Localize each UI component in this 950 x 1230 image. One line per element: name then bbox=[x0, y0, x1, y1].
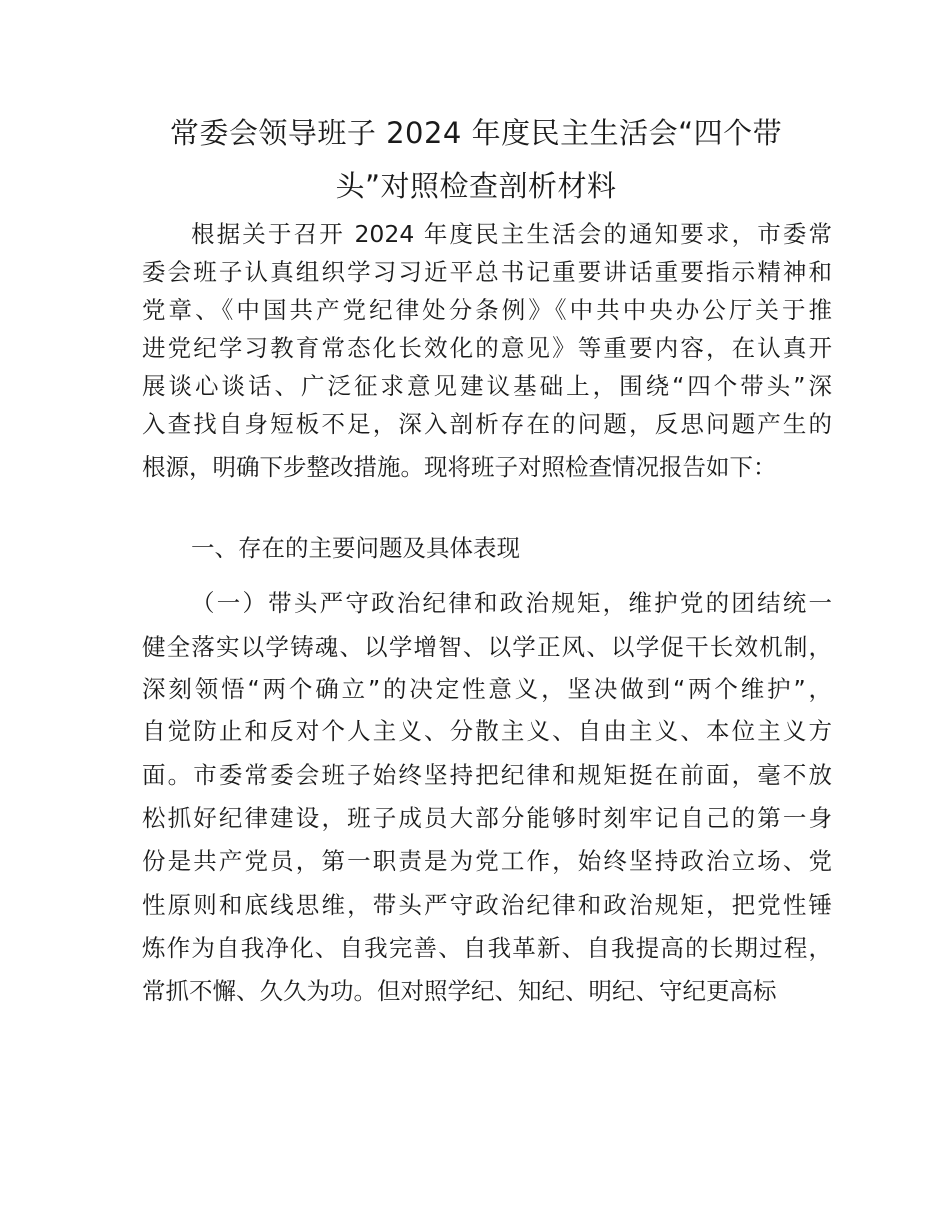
subsection-line-3: 深刻领悟“两个确立”的决定性意义，坚决做到“两个维护”， bbox=[142, 675, 832, 703]
intro-line-4: 进党纪学习教育常态化长效化的意见》等重要内容，在认真开 bbox=[142, 334, 832, 362]
subsection-line-8: 性原则和底线思维，带头严守政治纪律和政治规矩，把党性锤 bbox=[142, 891, 832, 919]
subsection-line-4: 自觉防止和反对个人主义、分散主义、自由主义、本位主义方 bbox=[142, 717, 832, 745]
document-title-line-2: 头”对照检查剖析材料 bbox=[335, 169, 617, 203]
intro-line-2: 委会班子认真组织学习习近平总书记重要讲话重要指示精神和 bbox=[142, 258, 832, 286]
document-title-line-1: 常委会领导班子 2024 年度民主生活会“四个带 bbox=[169, 116, 783, 150]
subsection-line-2: 健全落实以学铸魂、以学增智、以学正风、以学促干长效机制， bbox=[142, 633, 832, 661]
intro-line-7: 根源，明确下步整改措施。现将班子对照检查情况报告如下： bbox=[142, 453, 777, 481]
intro-line-3: 党章、《中国共产党纪律处分条例》《中共中央办公厅关于推 bbox=[142, 296, 832, 324]
subsection-line-7: 份是共产党员，第一职责是为党工作，始终坚持政治立场、党 bbox=[142, 847, 832, 875]
subsection-line-1: （一）带头严守政治纪律和政治规矩，维护党的团结统一 bbox=[191, 589, 832, 617]
subsection-line-10: 常抓不懈、久久为功。但对照学纪、知纪、明纪、守纪更高标 bbox=[142, 977, 777, 1005]
intro-line-5: 展谈心谈话、广泛征求意见建议基础上，围绕“四个带头”深 bbox=[142, 372, 832, 400]
subsection-line-6: 松抓好纪律建设，班子成员大部分能够时刻牢记自己的第一身 bbox=[142, 804, 832, 832]
subsection-line-5: 面。市委常委会班子始终坚持把纪律和规矩挺在前面，毫不放 bbox=[142, 761, 832, 789]
section-heading: 一、存在的主要问题及具体表现 bbox=[191, 534, 520, 562]
intro-line-1: 根据关于召开 2024 年度民主生活会的通知要求，市委常 bbox=[191, 220, 832, 248]
subsection-line-9: 炼作为自我净化、自我完善、自我革新、自我提高的长期过程， bbox=[142, 934, 832, 962]
intro-line-6: 入查找自身短板不足，深入剖析存在的问题，反思问题产生的 bbox=[142, 410, 832, 438]
